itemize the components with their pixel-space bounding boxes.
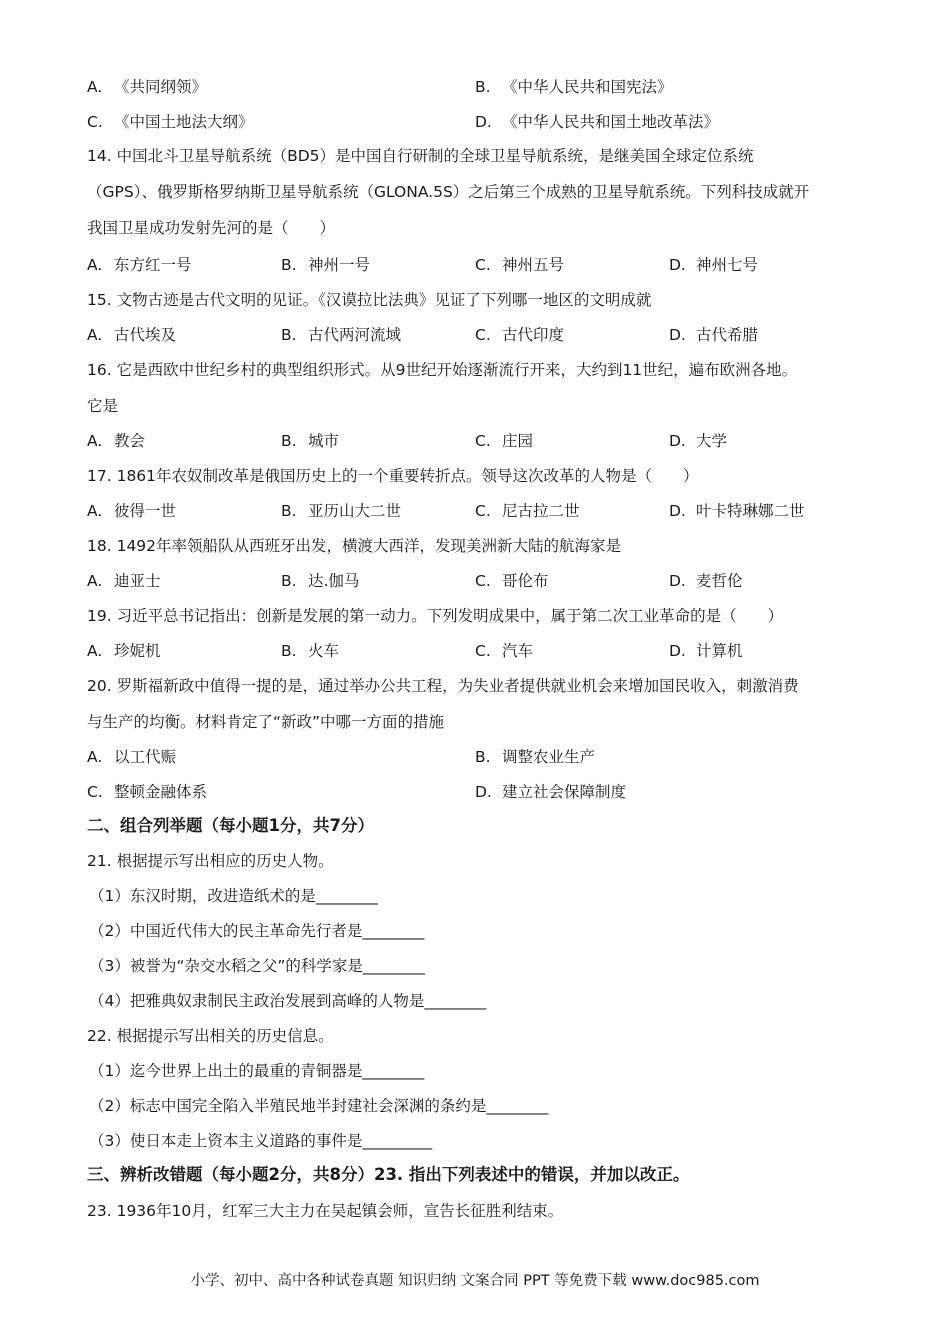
q21-stem: 21. 根据提示写出相应的历史人物。 — [87, 852, 334, 870]
q16-option-c: C. 庄园 — [475, 432, 534, 450]
q14-stem-line-3: 我国卫星成功发射先河的是（ ） — [87, 219, 336, 237]
q22-item-1: （1）迄今世界上出土的最重的青铜器是________ — [89, 1062, 425, 1080]
q20-option-b: B. 调整农业生产 — [475, 748, 596, 766]
q14-option-c: C. 神州五号 — [475, 256, 565, 274]
q15-option-c: C. 古代印度 — [475, 326, 565, 344]
q22-stem: 22. 根据提示写出相关的历史信息。 — [87, 1027, 334, 1045]
q16-option-d: D. 大学 — [669, 432, 728, 450]
q22-item-3: （3）使日本走上资本主义道路的事件是_________ — [89, 1132, 433, 1150]
q16-stem-line-2: 它是 — [87, 397, 119, 415]
q21-item-1: （1）东汉时期，改进造纸术的是________ — [89, 887, 378, 905]
q15-option-d: D. 古代希腊 — [669, 326, 759, 344]
q14-option-d: D. 神州七号 — [669, 256, 759, 274]
q14-option-a: A. 东方红一号 — [87, 256, 192, 274]
q17-stem: 17. 1861年农奴制改革是俄国历史上的一个重要转折点。领导这次改革的人物是（ ） — [87, 467, 699, 485]
q20-option-c: C. 整顿金融体系 — [87, 783, 208, 801]
q23-stem: 23. 1936年10月，红军三大主力在吴起镇会师，宣告长征胜利结束。 — [87, 1202, 564, 1220]
q15-stem: 15. 文物古迹是古代文明的见证。《汉谟拉比法典》见证了下列哪一地区的文明成就 — [87, 291, 652, 309]
q15-option-a: A. 古代埃及 — [87, 326, 177, 344]
q19-option-a: A. 珍妮机 — [87, 642, 161, 660]
q16-stem-line-1: 16. 它是西欧中世纪乡村的典型组织形式。从9世纪开始逐渐流行开来，大约到11世纪，遍布欧洲各地。 — [87, 361, 798, 379]
q20-option-d: D. 建立社会保障制度 — [475, 783, 627, 801]
page-footer: 小学、初中、高中各种试卷真题 知识归纳 文案合同 PPT 等免费下载 www.doc985.com — [190, 1273, 760, 1289]
q22-item-2: （2）标志中国完全陷入半殖民地半封建社会深渊的条约是________ — [89, 1097, 549, 1115]
q19-option-c: C. 汽车 — [475, 642, 534, 660]
q17-option-d: D. 叶卡特琳娜二世 — [669, 502, 805, 520]
q13-option-d: D. 《中华人民共和国土地改革法》 — [475, 113, 720, 131]
q18-option-a: A. 迪亚士 — [87, 572, 161, 590]
section-2-heading: 二、组合列举题（每小题1分，共7分） — [87, 816, 374, 835]
q14-option-b: B. 神州一号 — [281, 256, 371, 274]
q21-item-3: （3）被誉为“杂交水稻之父”的科学家是________ — [89, 957, 425, 975]
q18-option-b: B. 达.伽马 — [281, 572, 360, 590]
q17-option-c: C. 尼古拉二世 — [475, 502, 580, 520]
q19-option-b: B. 火车 — [281, 642, 340, 660]
q17-option-a: A. 彼得一世 — [87, 502, 177, 520]
q13-option-a: A. 《共同纲领》 — [87, 78, 208, 96]
q21-item-2: （2）中国近代伟大的民主革命先行者是________ — [89, 922, 425, 940]
q13-option-c: C. 《中国土地法大纲》 — [87, 113, 254, 131]
q17-option-b: B. 亚历山大二世 — [281, 502, 402, 520]
q14-stem-line-1: 14. 中国北斗卫星导航系统（BD5）是中国自行研制的全球卫星导航系统，是继美国全球定位系统 — [87, 147, 754, 165]
q15-option-b: B. 古代两河流域 — [281, 326, 402, 344]
q21-item-4: （4）把雅典奴隶制民主政治发展到高峰的人物是________ — [89, 992, 487, 1010]
q19-option-d: D. 计算机 — [669, 642, 743, 660]
q20-stem-line-1: 20. 罗斯福新政中值得一提的是，通过举办公共工程，为失业者提供就业机会来增加国民收入，刺激消费 — [87, 677, 799, 695]
q18-option-c: C. 哥伦布 — [475, 572, 549, 590]
q13-option-b: B. 《中华人民共和国宪法》 — [475, 78, 673, 96]
section-3-heading: 三、辨析改错题（每小题2分，共8分）23. 指出下列表述中的错误，并加以改正。 — [87, 1165, 690, 1184]
q16-option-a: A. 教会 — [87, 432, 146, 450]
q16-option-b: B. 城市 — [281, 432, 340, 450]
q19-stem: 19. 习近平总书记指出：创新是发展的第一动力。下列发明成果中，属于第二次工业革命的是（ ） — [87, 607, 784, 625]
q20-stem-line-2: 与生产的均衡。材料肯定了“新政”中哪一方面的措施 — [87, 713, 445, 731]
q18-stem: 18. 1492年率领船队从西班牙出发，横渡大西洋，发现美洲新大陆的航海家是 — [87, 537, 622, 555]
q14-stem-line-2: （GPS）、俄罗斯格罗纳斯卫星导航系统（GLONA.5S）之后第三个成熟的卫星导航系统。下列科技成就开 — [87, 183, 810, 201]
q18-option-d: D. 麦哲伦 — [669, 572, 743, 590]
q20-option-a: A. 以工代赈 — [87, 748, 177, 766]
